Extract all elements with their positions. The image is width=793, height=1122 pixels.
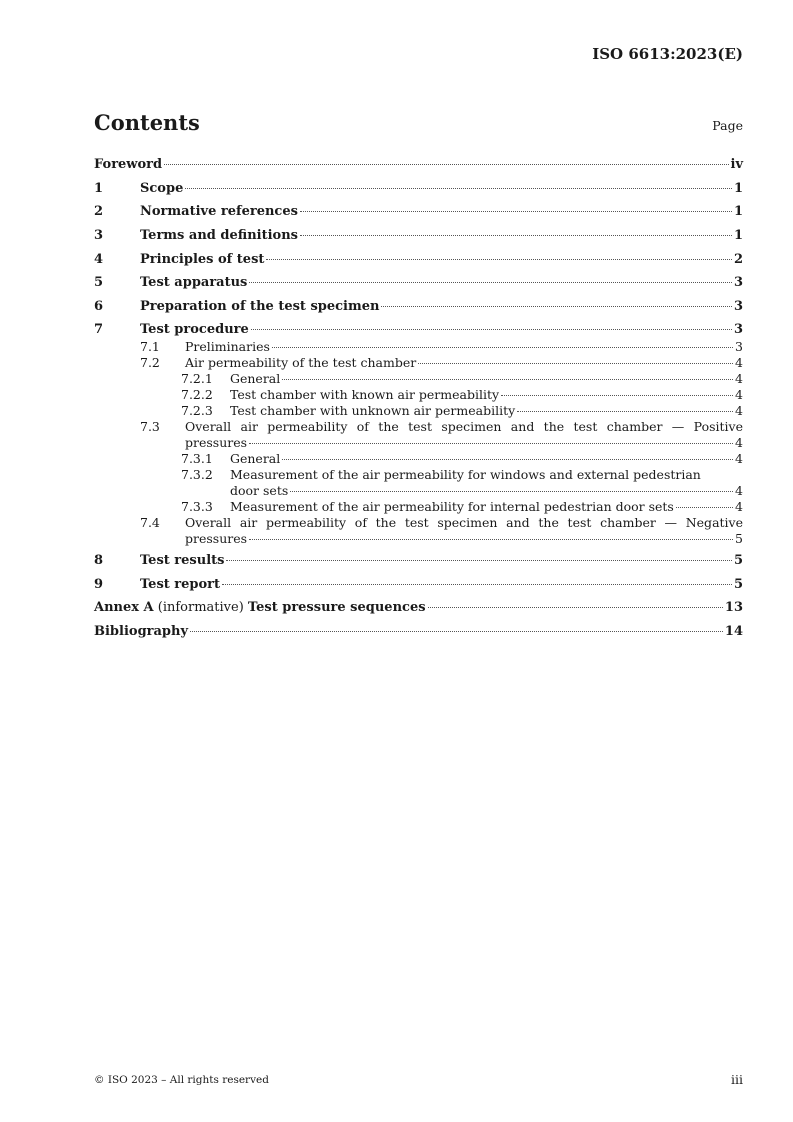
toc-page-number: 3: [733, 321, 743, 337]
toc-page-number: 4: [735, 498, 743, 514]
toc-page-number: 4: [735, 370, 743, 386]
toc-page-number: 5: [733, 576, 743, 592]
toc-entry-unknown-permeability[interactable]: [94, 403, 743, 419]
toc-entry-annex-a[interactable]: [94, 596, 743, 620]
toc-section-number: 7: [94, 321, 104, 337]
toc-page-number: 1: [733, 180, 743, 196]
toc-page-number: 4: [735, 434, 743, 450]
dot-leader: [249, 443, 733, 444]
dot-leader: [517, 411, 733, 412]
toc-entry-title: Preparation of the test specimen: [140, 299, 380, 315]
dot-leader: [222, 584, 732, 585]
annex-type: (informative): [153, 600, 248, 616]
toc-entry-title: Test apparatus: [140, 275, 248, 291]
dot-leader: [266, 259, 732, 260]
toc-page-number: 5: [735, 530, 743, 546]
toc-section-number: 9: [94, 576, 104, 592]
toc-section-number: 3: [94, 228, 104, 244]
toc-page-number: 4: [735, 354, 743, 370]
dot-leader: [282, 459, 733, 460]
dot-leader: [190, 631, 723, 632]
toc-page-number: 3: [733, 299, 743, 315]
toc-section-number: 7.2.2: [181, 386, 213, 402]
page-title: Contents: [94, 110, 200, 135]
toc-page-number: 14: [724, 623, 743, 639]
toc-section-number: 1: [94, 180, 104, 196]
toc-page-number: 5: [733, 552, 743, 568]
toc-section-number: 7.2: [140, 354, 160, 370]
toc-entry-title-line1: Measurement of the air permeability for windows and external pedestrian: [230, 466, 701, 482]
toc-entry-internal-doors[interactable]: [94, 499, 743, 515]
dot-leader: [249, 282, 732, 283]
page-number: iii: [731, 1072, 743, 1087]
toc-entry-normative-references[interactable]: [94, 200, 743, 224]
table-of-contents: [94, 153, 743, 644]
toc-entry-title: Preliminaries: [185, 338, 270, 354]
toc-entry-title: Foreword: [94, 157, 163, 172]
toc-section-number: 7.1: [140, 338, 160, 354]
toc-section-number: 7.4: [140, 514, 160, 530]
dot-leader: [251, 329, 732, 330]
toc-section-number: 5: [94, 275, 104, 291]
toc-entry-title: General: [230, 450, 281, 466]
toc-section-number: 7.3: [140, 418, 160, 434]
document-id: ISO 6613:2023(E): [592, 45, 743, 63]
toc-entry-title: Test pressure sequences: [247, 600, 426, 616]
toc-entry-title-line1: Overall air permeability of the test specimen and the test chamber — Positive: [185, 418, 743, 434]
toc-entry-title: Test procedure: [140, 321, 249, 337]
toc-entry-negative-pressures[interactable]: [94, 515, 743, 547]
toc-section-number: 8: [94, 552, 104, 568]
toc-entry-terms-definitions[interactable]: [94, 224, 743, 248]
toc-entry-title-line2: pressures: [185, 434, 248, 450]
toc-entry-title-line2: pressures: [185, 530, 248, 546]
dot-leader: [501, 395, 733, 396]
toc-entry-preparation[interactable]: [94, 295, 743, 319]
page-column-label: Page: [712, 118, 743, 133]
toc-section-number: 2: [94, 204, 104, 220]
toc-entry-bibliography[interactable]: [94, 620, 743, 644]
toc-page-number: 1: [733, 204, 743, 220]
toc-entry-title: Bibliography: [94, 623, 189, 639]
toc-section-number: 7.2.3: [181, 402, 213, 418]
toc-section-number: 6: [94, 299, 104, 315]
toc-entry-test-apparatus[interactable]: [94, 271, 743, 295]
toc-page-number: 1: [733, 228, 743, 244]
toc-entry-title: Scope: [140, 180, 184, 196]
toc-entry-preliminaries[interactable]: [94, 339, 743, 355]
toc-entry-title: Test results: [140, 552, 225, 568]
toc-page-number: 4: [735, 482, 743, 498]
dot-leader: [226, 560, 731, 561]
toc-page-number: 4: [735, 402, 743, 418]
toc-entry-title: Test chamber with known air permeability: [230, 386, 500, 402]
toc-entry-test-results[interactable]: [94, 549, 743, 573]
toc-entry-title: Test report: [140, 576, 221, 592]
dot-leader: [164, 164, 728, 165]
toc-entry-scope[interactable]: [94, 177, 743, 201]
annex-label: Annex A: [94, 600, 154, 616]
toc-page-number: iv: [730, 157, 743, 172]
toc-entry-known-permeability[interactable]: [94, 387, 743, 403]
toc-page-number: 2: [733, 251, 743, 267]
dot-leader: [272, 347, 733, 348]
toc-entry-title: Normative references: [140, 204, 298, 220]
toc-entry-title: Air permeability of the test chamber: [185, 354, 417, 370]
toc-entry-chamber-air-permeability[interactable]: [94, 355, 743, 371]
toc-entry-test-report[interactable]: [94, 573, 743, 597]
toc-page-number: 4: [735, 450, 743, 466]
copyright-notice: © ISO 2023 – All rights reserved: [94, 1074, 269, 1086]
toc-entry-test-procedure[interactable]: [94, 321, 743, 339]
dot-leader: [185, 188, 732, 189]
toc-entry-positive-pressures[interactable]: [94, 419, 743, 451]
dot-leader: [676, 507, 733, 508]
toc-entry-foreword[interactable]: [94, 153, 743, 177]
dot-leader: [290, 491, 733, 492]
dot-leader: [300, 211, 732, 212]
toc-entry-principles-of-test[interactable]: [94, 248, 743, 272]
toc-page-number: 3: [735, 338, 743, 354]
toc-page-number: 3: [733, 275, 743, 291]
toc-entry-general[interactable]: [94, 451, 743, 467]
dot-leader: [300, 235, 732, 236]
toc-page-number: 13: [724, 600, 743, 616]
toc-entry-title: Measurement of the air permeability for internal pedestrian door sets: [230, 498, 674, 514]
toc-entry-title: Test chamber with unknown air permeability: [230, 402, 516, 418]
dot-leader: [428, 607, 723, 608]
toc-section-number: 7.3.3: [181, 498, 213, 514]
toc-entry-title-line1: Overall air permeability of the test specimen and the test chamber — Negative: [185, 514, 743, 530]
toc-section-number: 7.3.2: [181, 466, 213, 482]
toc-entry-general[interactable]: [94, 371, 743, 387]
toc-section-number: 4: [94, 251, 104, 267]
dot-leader: [249, 539, 733, 540]
dot-leader: [282, 379, 733, 380]
toc-entry-title: General: [230, 370, 281, 386]
toc-entry-windows-external-doors[interactable]: [94, 467, 743, 499]
toc-section-number: 7.2.1: [181, 370, 213, 386]
toc-section-number: 7.3.1: [181, 450, 213, 466]
toc-entry-title: Principles of test: [140, 251, 265, 267]
dot-leader: [381, 306, 732, 307]
toc-entry-title: Terms and definitions: [140, 228, 298, 244]
dot-leader: [418, 363, 733, 364]
toc-entry-title-line2: door sets: [230, 482, 289, 498]
toc-page-number: 4: [735, 386, 743, 402]
